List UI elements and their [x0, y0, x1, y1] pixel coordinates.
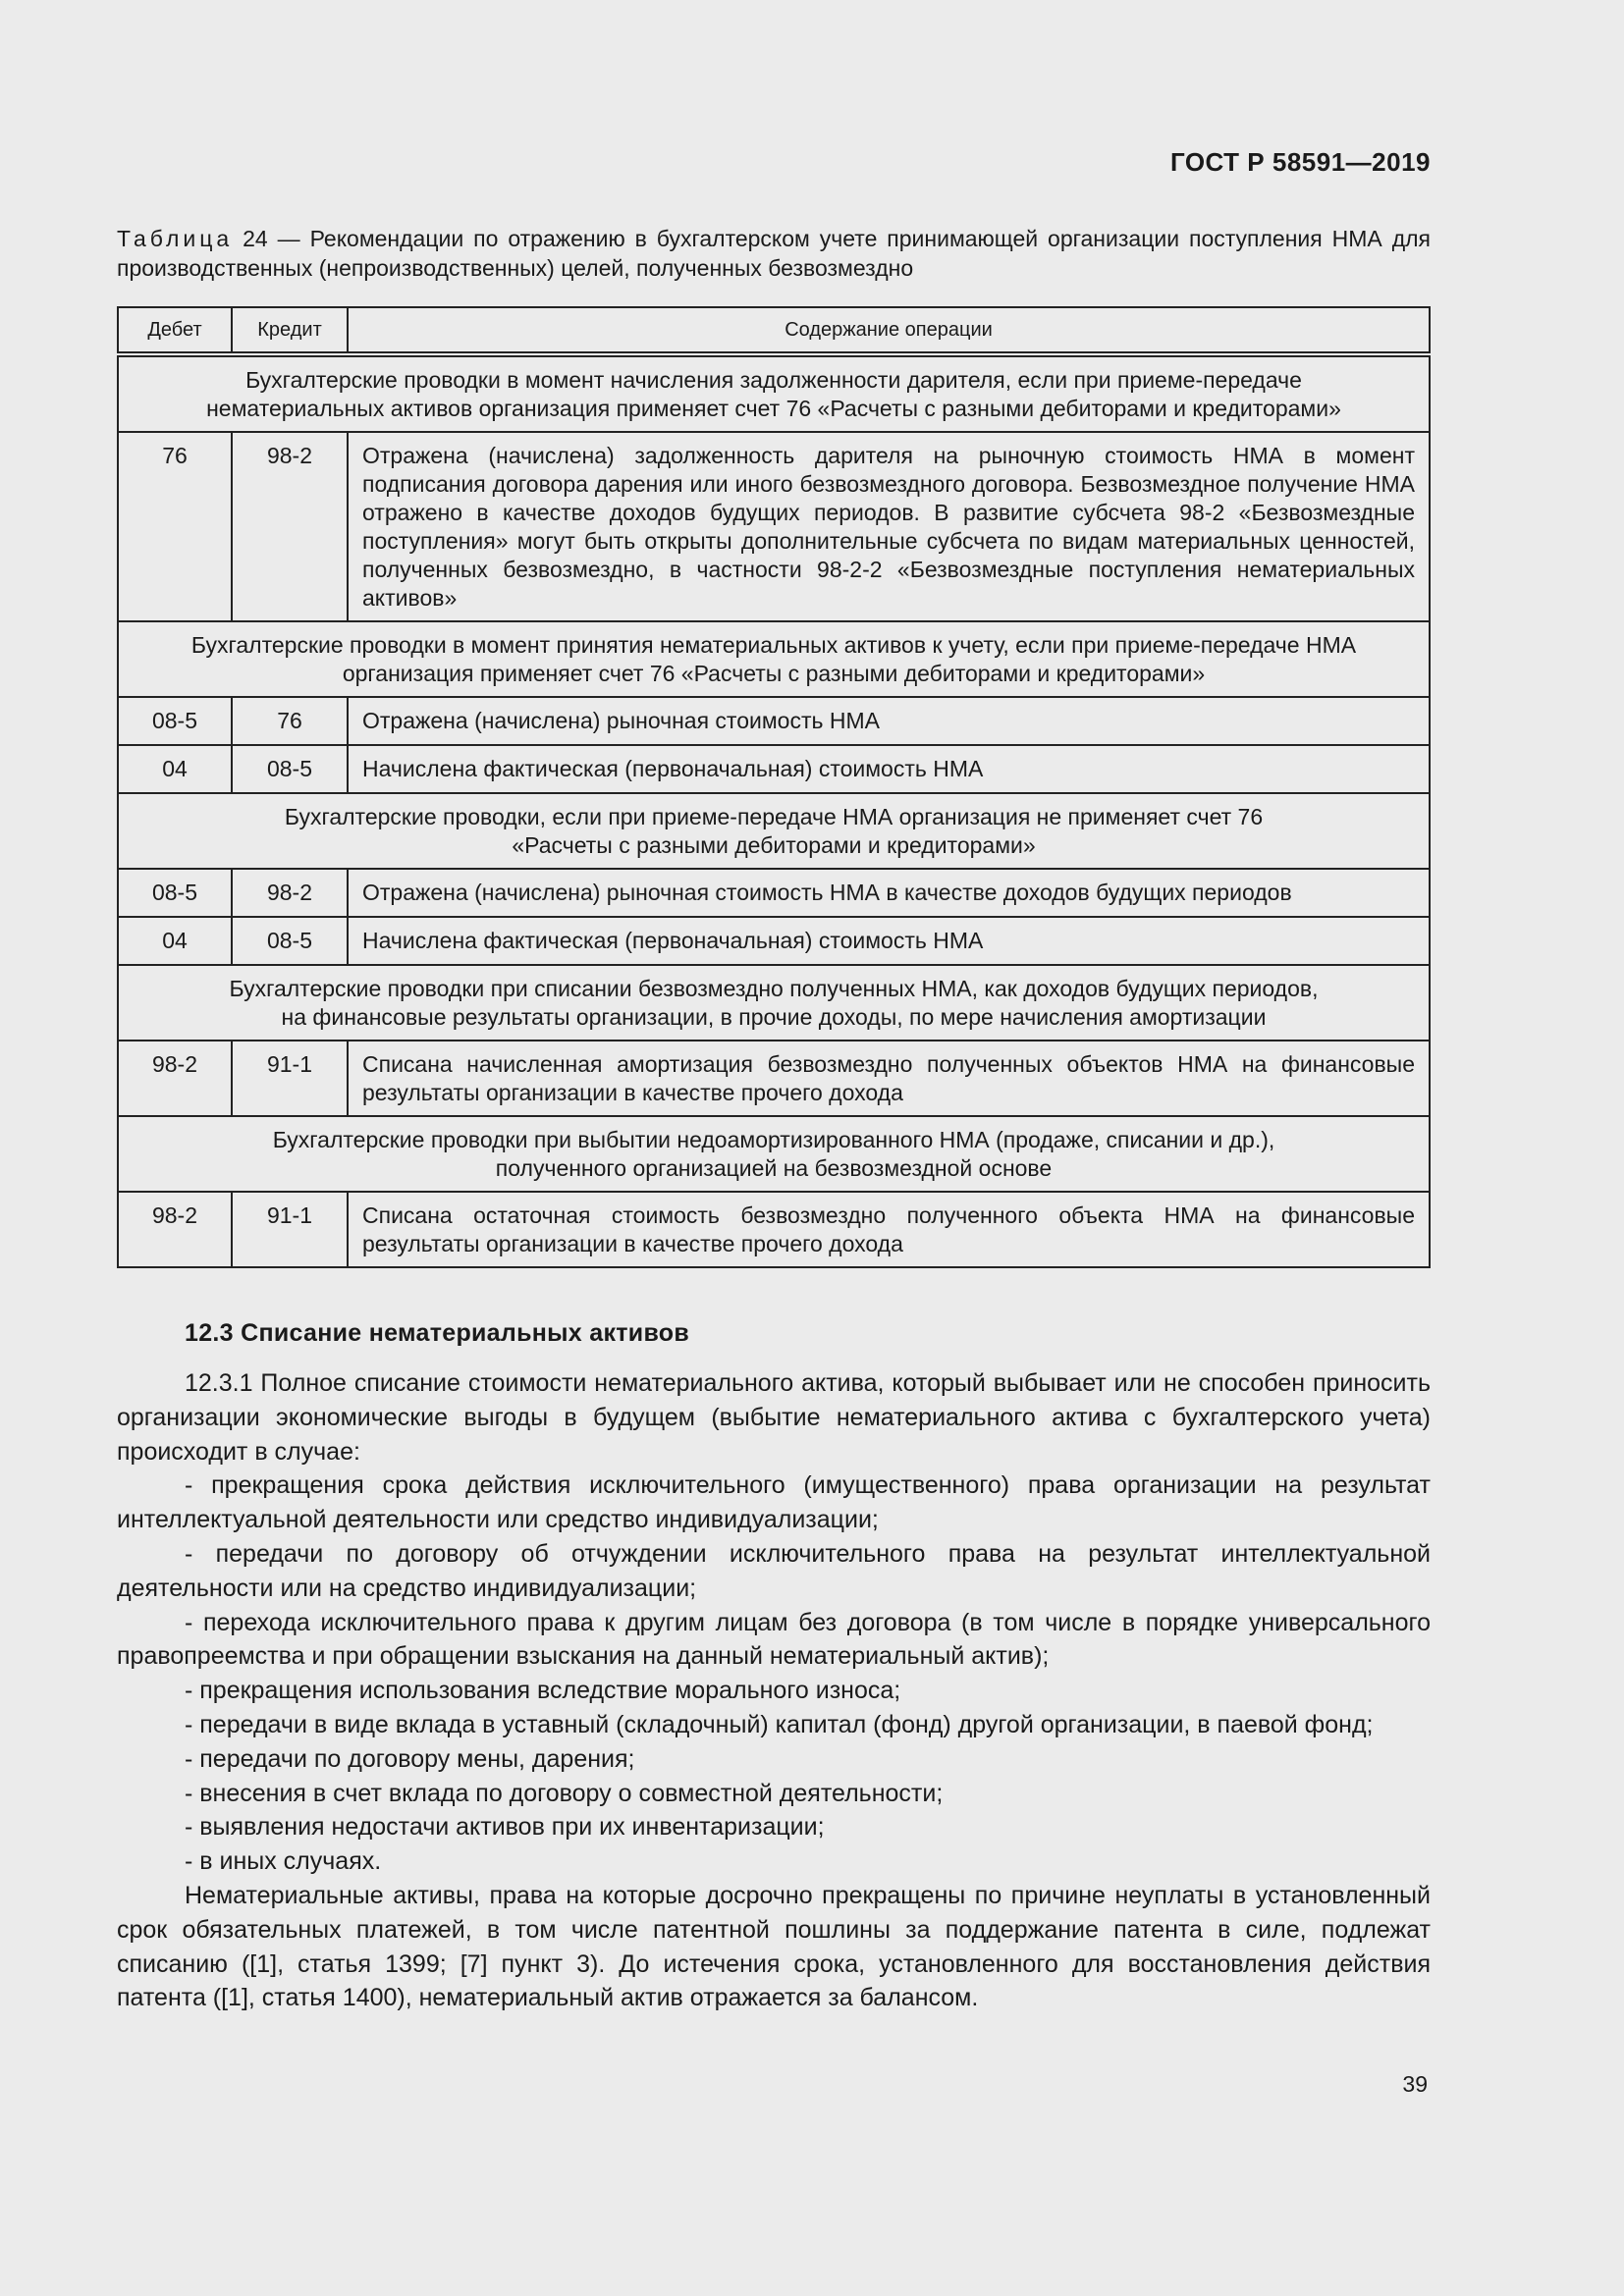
body-paragraph: - в иных случаях. — [185, 1847, 382, 1876]
debit-cell: 04 — [118, 917, 232, 965]
operation-cell: Начислена фактическая (первоначальная) стоимость НМА — [348, 745, 1430, 793]
section-title-row — [118, 621, 1430, 697]
operation-cell: Отражена (начислена) задолженность дарителя на рыночную стоимость НМА в момент подписания договора дарения или иного безвозмездного договора. Безвозмездное получение НМА отражено в качестве доходов будущих периодов. В развитие субсчета 98-2 «Безвозмездные поступления» могут быть открыты дополнительные субсчета по видам материальных ценностей, полученных безвозмездно, в частности 98-2-2 «Безвозмездные поступления нематериальных активов» — [348, 432, 1430, 621]
section-title-line: нематериальных активов организация применяет счет 76 «Расчеты с разными дебиторами и кредиторами» — [206, 396, 1341, 421]
section-title-line: «Расчеты с разными дебиторами и кредиторами» — [512, 832, 1036, 858]
table-row — [118, 1192, 1430, 1267]
section-title — [118, 354, 1430, 432]
section-body — [117, 1366, 1431, 2015]
operation-cell: Отражена (начислена) рыночная стоимость НМА в качестве доходов будущих периодов — [348, 869, 1430, 917]
credit-cell: 76 — [232, 697, 348, 745]
section-title-line: Бухгалтерские проводки в момент принятия нематериальных активов к учету, если при приеме-передаче НМА — [190, 632, 1357, 658]
body-paragraph: - передачи по договору об отчуждении исключительного права на результат интеллектуальной деятельности или на средство индивидуализации; — [117, 1539, 1431, 1602]
body-paragraph: - перехода исключительного права к другим лицам без договора (в том числе в порядке универсального правопреемства и при обращении взыскания на данный нематериальный актив); — [117, 1608, 1431, 1671]
body-paragraph: Нематериальные активы, права на которые досрочно прекращены по причине неуплаты в установленный срок обязательных платежей, в том числе патентной пошлины за поддержание патента в силе, подлежат списанию ([1], статья 1399; [7] пункт 3). До истечения срока, установленного для восстановления действия патента ([1], статья 1400), нематериальный актив отражается за балансом. — [117, 1881, 1431, 2012]
operation-cell: Начислена фактическая (первоначальная) стоимость НМА — [348, 917, 1430, 965]
credit-cell: 91-1 — [232, 1192, 348, 1267]
credit-cell: 91-1 — [232, 1041, 348, 1116]
column-header-credit: Кредит — [232, 307, 348, 354]
section-title-row — [118, 354, 1430, 432]
table-caption — [117, 224, 1431, 283]
table-row — [118, 869, 1430, 917]
table-row — [118, 745, 1430, 793]
section-title-row — [118, 965, 1430, 1041]
debit-cell: 98-2 — [118, 1041, 232, 1116]
column-header-debit: Дебет — [118, 307, 232, 354]
accounting-entries-table — [117, 306, 1431, 1268]
table-row — [118, 432, 1430, 621]
section-title — [118, 621, 1430, 697]
section-title-line: полученного организацией на безвозмездной основе — [495, 1155, 1053, 1181]
section-title-row — [118, 793, 1430, 869]
debit-cell: 08-5 — [118, 697, 232, 745]
standard-number: ГОСТ Р 58591—2019 — [1169, 147, 1431, 177]
table-row — [118, 917, 1430, 965]
body-paragraph: - прекращения срока действия исключительного (имущественного) права организации на результат интеллектуальной деятельности или средство индивидуализации; — [117, 1471, 1431, 1534]
credit-cell: 98-2 — [232, 432, 348, 621]
section-title — [118, 793, 1430, 869]
column-header-operation: Содержание операции — [348, 307, 1430, 354]
body-paragraph: - передачи по договору мены, дарения; — [185, 1744, 635, 1773]
table-caption-prefix: Таблица — [117, 226, 234, 251]
body-paragraph: - прекращения использования вследствие морального износа; — [185, 1677, 901, 1705]
section-title-line: на финансовые результаты организации, в прочие доходы, по мере начисления амортизации — [281, 1004, 1267, 1030]
section-title-line: Бухгалтерские проводки при списании безвозмездно полученных НМА, как доходов будущих периодов, — [229, 976, 1319, 1001]
table-row — [118, 697, 1430, 745]
section-heading: 12.3 Списание нематериальных активов — [185, 1319, 690, 1347]
table-body — [118, 354, 1430, 1267]
body-paragraph: 12.3.1 Полное списание стоимости нематериального актива, который выбывает или не способен приносить организации экономические выгоды в будущем (выбытие нематериального актива с бухгалтерского учета) происходит в случае: — [117, 1369, 1431, 1466]
section-title — [118, 965, 1430, 1041]
page-number: 39 — [1402, 2071, 1428, 2097]
section-title-line: Бухгалтерские проводки, если при приеме-передаче НМА организация не применяет счет 76 — [284, 804, 1264, 829]
section-title-line: Бухгалтерские проводки в момент начисления задолженности дарителя, если при приеме-передаче — [245, 367, 1302, 393]
section-title-line: Бухгалтерские проводки при выбытии недоамортизированного НМА (продаже, списании и др.), — [272, 1127, 1275, 1152]
section-title — [118, 1116, 1430, 1192]
section-title-row — [118, 1116, 1430, 1192]
body-paragraph: - внесения в счет вклада по договору о совместной деятельности; — [185, 1779, 944, 1807]
operation-cell: Списана начисленная амортизация безвозмездно полученных объектов НМА на финансовые результаты организации в качестве прочего дохода — [348, 1041, 1430, 1116]
body-paragraph: - передачи в виде вклада в уставный (складочный) капитал (фонд) другой организации, в паевой фонд; — [185, 1710, 1374, 1738]
table-caption-text: 24 — Рекомендации по отражению в бухгалтерском учете принимающей организации поступления НМА для производственных (непроизводственных) целей, полученных безвозмездно — [117, 226, 1431, 281]
debit-cell: 04 — [118, 745, 232, 793]
debit-cell: 08-5 — [118, 869, 232, 917]
body-paragraph: - выявления недостачи активов при их инвентаризации; — [185, 1813, 825, 1842]
credit-cell: 08-5 — [232, 917, 348, 965]
section-title-line: организация применяет счет 76 «Расчеты с разными дебиторами и кредиторами» — [342, 661, 1206, 686]
table-row — [118, 1041, 1430, 1116]
operation-cell: Отражена (начислена) рыночная стоимость НМА — [348, 697, 1430, 745]
operation-cell: Списана остаточная стоимость безвозмездно полученного объекта НМА на финансовые результаты организации в качестве прочего дохода — [348, 1192, 1430, 1267]
debit-cell: 76 — [118, 432, 232, 621]
credit-cell: 98-2 — [232, 869, 348, 917]
credit-cell: 08-5 — [232, 745, 348, 793]
table-header-row — [118, 307, 1430, 354]
debit-cell: 98-2 — [118, 1192, 232, 1267]
